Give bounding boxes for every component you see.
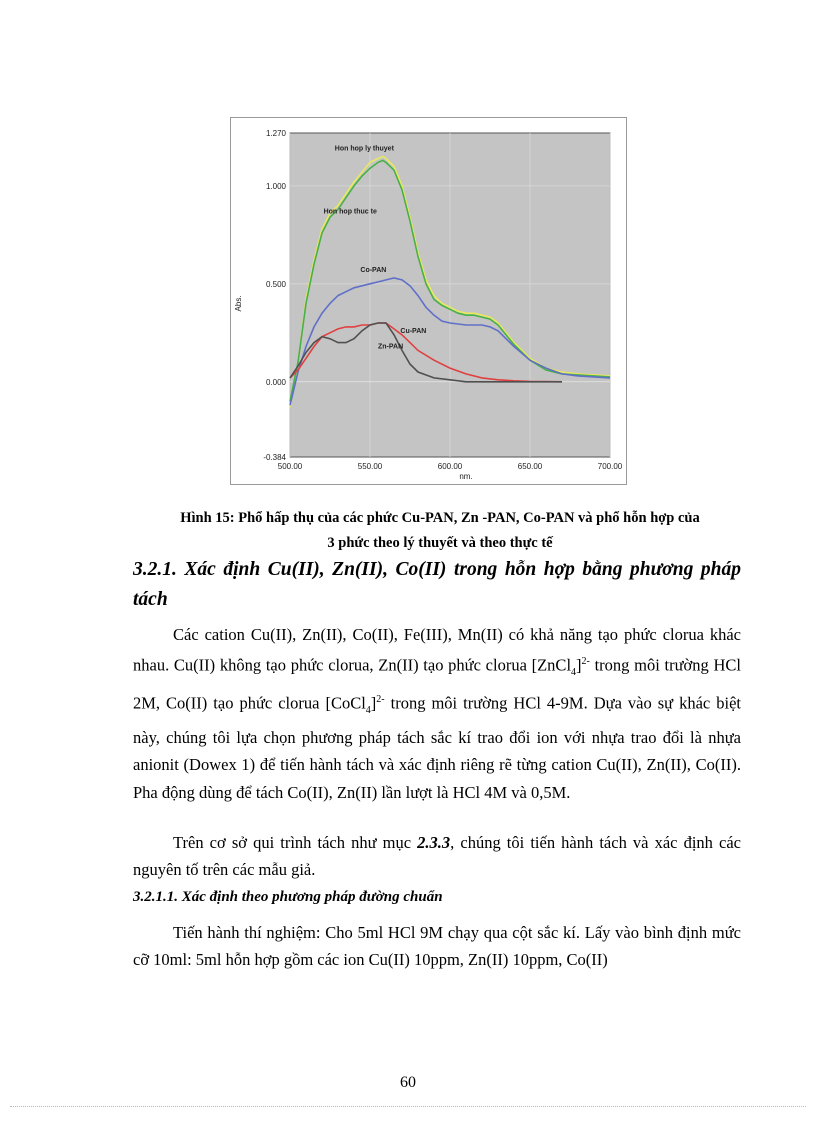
y-tick-label: 0.000 bbox=[265, 377, 286, 387]
series-label: Co-PAN bbox=[360, 267, 387, 275]
x-tick-label: 600.00 bbox=[437, 462, 463, 471]
series-label: Hon hop thuc te bbox=[323, 208, 377, 216]
page-bottom-divider bbox=[10, 1106, 806, 1107]
para1-part-a: Các cation Cu(II), Zn(II), Co(II), Fe(III), Mn(II) có khả năng tạo phức clorua khác nhau. Cu(II) không tạo phức clorua, Zn(II) tạo phức clorua [ZnCl bbox=[133, 625, 741, 675]
y-tick-label: 1.270 bbox=[265, 129, 286, 138]
absorption-spectrum-chart bbox=[231, 118, 628, 486]
x-tick-label: 500.00 bbox=[277, 462, 303, 471]
x-tick-label: 550.00 bbox=[357, 462, 383, 471]
para3-text: Tiến hành thí nghiệm: Cho 5ml HCl 9M chạy qua cột sắc kí. Lấy vào bình định mức cỡ 10ml: 5ml hỗn hợp gồm các ion Cu(II) 10ppm, Zn(II) 10ppm, Co(II) bbox=[133, 923, 741, 970]
section-heading-3-2-1-1: 3.2.1.1. Xác định theo phương pháp đường chuẩn bbox=[133, 889, 443, 905]
para1-sub-1: 4 bbox=[571, 667, 577, 678]
para1-sup-2: 2- bbox=[376, 694, 385, 706]
y-axis-label: Abs. bbox=[234, 295, 243, 312]
y-tick-label: 0.500 bbox=[265, 279, 286, 289]
series-label: Zn-PAN bbox=[378, 343, 404, 351]
x-tick-label: 700.00 bbox=[597, 462, 623, 471]
y-tick-label: -0.384 bbox=[263, 453, 286, 462]
page-number: 60 bbox=[400, 1074, 416, 1091]
para2-part-b: , chúng tôi tiến hành tách và xác định các nguyên tố trên các mẫu giả. bbox=[133, 833, 741, 880]
section-heading-3-2-1: 3.2.1. Xác định Cu(II), Zn(II), Co(II) trong hỗn hợp bằng phương pháp tách bbox=[133, 559, 741, 610]
series-label: Hon hop ly thuyet bbox=[334, 145, 394, 153]
para1-part-b: trong môi trường HCl 2M, Co(II) tạo phức clorua [CoCl bbox=[133, 655, 742, 713]
x-tick-label: 650.00 bbox=[517, 462, 543, 471]
paragraph-experiment bbox=[133, 919, 741, 973]
x-axis-label: nm. bbox=[459, 472, 473, 481]
paragraph-chloride-complexes: Các cation Cu(II), Zn(II), Co(II), Fe(III), Mn(II) có khả năng tạo phức clorua khác nhau. Cu(II) không tạo phức clorua, Zn(II) tạo phức clorua [ZnCl$_4$]$^{2-}$ trong môi trường HCl 2M, Co(II) tạo phức clorua [CoCl$_4$]$^{2-}$ trong môi trường HCl 4-9M. Dựa vào sự khác biệt này, chúng tôi lựa chọn phương pháp tách sắc kí trao đổi ion với nhựa trao đổi là nhựa anionit (Dowex 1) để tiến hành tách và xác định riêng rẽ từng cation Cu(II), Zn(II), Co(II). Pha động dùng để tách Co(II), Zn(II) lần lượt là HCl 4M và 0,5M. bbox=[133, 625, 742, 802]
spectrum-figure bbox=[230, 117, 627, 485]
caption-line-2: 3 phức theo lý thuyết và theo thực tế bbox=[327, 535, 553, 551]
section-reference: 2.3.3 bbox=[417, 833, 451, 852]
para1-sub-2: 4 bbox=[365, 705, 371, 716]
para1-sup-1: 2- bbox=[581, 656, 590, 668]
series-label: Cu-PAN bbox=[400, 327, 427, 335]
figure-caption bbox=[130, 506, 750, 556]
para1-part-c: trong môi trường HCl 4-9M. Dựa vào sự khác biệt này, chúng tôi lựa chọn phương pháp tách sắc kí trao đổi ion với nhựa trao đổi là nhựa anionit (Dowex 1) để tiến hành tách và xác định riêng rẽ từng cation Cu(II), Zn(II), Co(II). Pha động dùng để tách Co(II), Zn(II) lần lượt là HCl 4M và 0,5M. bbox=[133, 693, 741, 802]
paragraph-procedure bbox=[133, 829, 741, 883]
y-tick-label: 1.000 bbox=[265, 181, 286, 191]
para2-part-a: Trên cơ sở qui trình tách như mục bbox=[173, 833, 418, 852]
caption-line-1: Hình 15: Phổ hấp thụ của các phức Cu-PAN, Zn -PAN, Co-PAN và phổ hỗn hợp của bbox=[180, 510, 700, 526]
